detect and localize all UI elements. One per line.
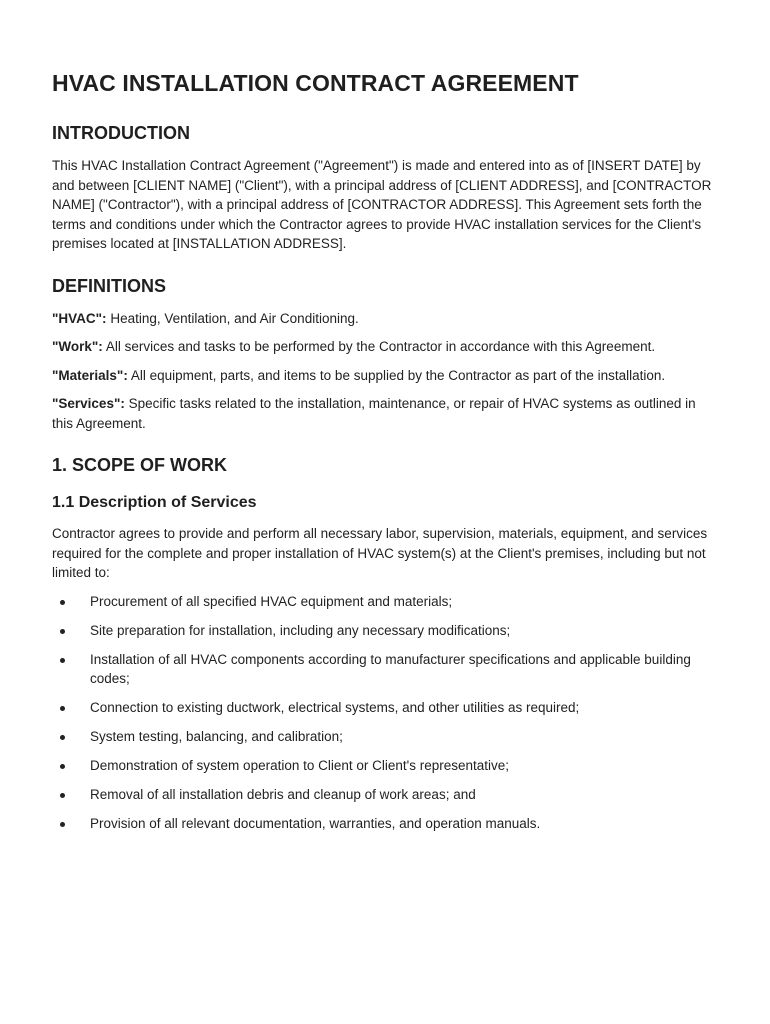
list-item-text: Connection to existing ductwork, electrical systems, and other utilities as required; [90,700,580,715]
document-title: HVAC INSTALLATION CONTRACT AGREEMENT [52,70,579,96]
bullet-icon [60,764,65,769]
definition-text: Heating, Ventilation, and Air Conditioning. [106,310,359,326]
scope-body: Contractor agrees to provide and perform all necessary labor, supervision, materials, equipment, and services required for the complete and proper installation of HVAC system(s) at the Client's premises, including but not limited to: [52,526,708,580]
list-item [52,698,720,718]
list-item [52,650,720,689]
definition-item [52,337,720,357]
list-item [52,727,720,747]
bullet-icon [60,793,65,798]
list-item-text: Procurement of all specified HVAC equipment and materials; [90,593,453,609]
list-item [52,621,720,641]
scope-of-work-section [52,455,720,834]
definitions-heading: DEFINITIONS [52,275,167,296]
definition-term: "Services": [52,396,125,411]
list-item [52,785,720,805]
bullet-icon [60,600,65,605]
introduction-heading: INTRODUCTION [52,123,190,143]
definition-text: Specific tasks related to the installation, maintenance, or repair of HVAC systems as outlined in this Agreement. [52,396,696,431]
bullet-icon [60,629,65,634]
list-item-text: Site preparation for installation, including any necessary modifications; [90,622,511,638]
bullet-icon [60,822,65,827]
scope-heading: 1. SCOPE OF WORK [52,455,228,475]
list-item-text: Installation of all HVAC components according to manufacturer specifications and applicable building codes; [90,651,691,686]
definition-item [52,394,720,433]
bullet-icon [60,735,65,740]
list-item-text: Provision of all relevant documentation, warranties, and operation manuals. [90,816,541,831]
definition-term: "Work": [52,339,103,354]
scope-subheading: 1.1 Description of Services [52,494,257,511]
definition-term: "Materials": [52,367,128,383]
bullet-icon [60,706,65,711]
services-list [52,592,720,834]
list-item-text: System testing, balancing, and calibration; [90,729,343,744]
list-item-text: Removal of all installation debris and cleanup of work areas; and [90,787,476,802]
definition-item [52,366,720,386]
list-item [52,756,720,776]
definitions-section [52,276,720,434]
definition-term: "HVAC": [52,310,107,326]
list-item [52,592,720,612]
bullet-icon [60,658,65,663]
list-item-text: Demonstration of system operation to Client or Client's representative; [90,758,510,773]
introduction-section [52,123,720,254]
introduction-body: This HVAC Installation Contract Agreement ("Agreement") is made and entered into as of [INSERT DATE] by and between [CLIENT NAME] ("Client"), with a principal address of [CLIENT ADDRESS], and [CONTRACTOR NAME] ("Contractor"), with a principal address of [CONTRACTOR ADDRESS]. This Agreement sets forth the terms and conditions under which the Contractor agrees to provide HVAC installation services for the Client's premises located at [INSTALLATION ADDRESS]. [52,158,712,251]
list-item [52,814,720,834]
definition-text: All services and tasks to be performed by the Contractor in accordance with this Agreement. [102,339,656,354]
definition-item [52,309,720,329]
definition-text: All equipment, parts, and items to be supplied by the Contractor as part of the installation. [127,367,666,383]
